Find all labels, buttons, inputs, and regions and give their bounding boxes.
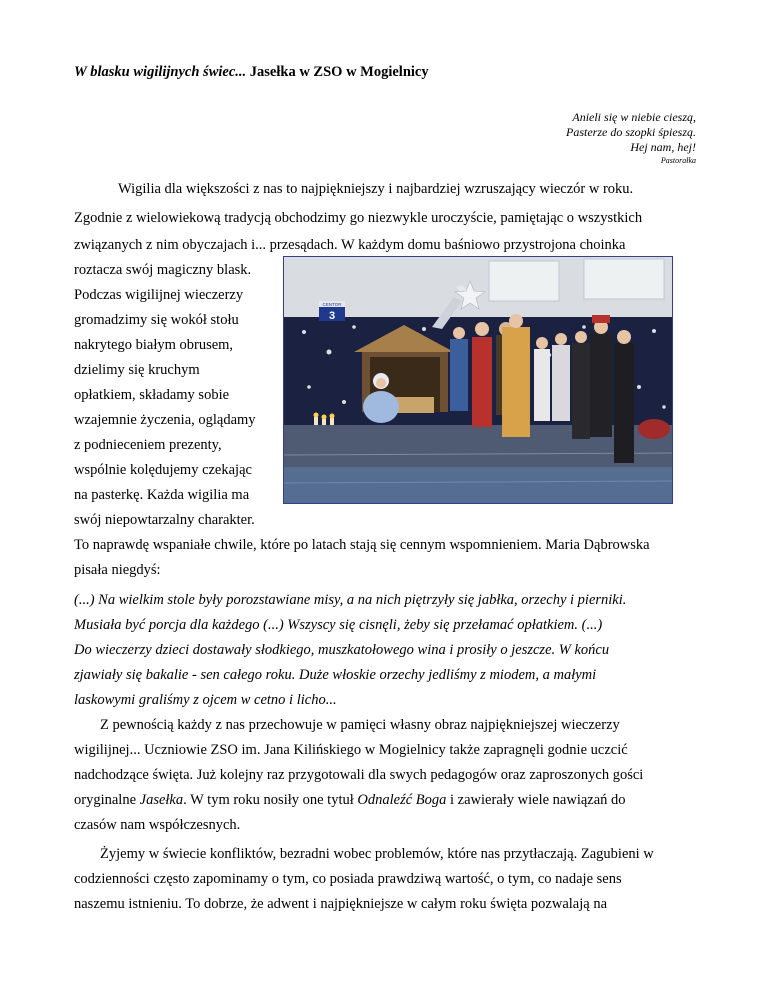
nativity-play-photo — [283, 256, 673, 504]
paragraph-line: wzajemnie życzenia, oglądamy — [74, 412, 256, 428]
title-italic-part: W blasku wigilijnych świec... — [74, 64, 247, 80]
epigraph-line: Hej nam, hej! — [630, 140, 696, 154]
epigraph-line: Anieli się w niebie cieszą, — [572, 110, 696, 124]
paragraph-line: na pasterkę. Każda wigilia ma — [74, 487, 250, 503]
paragraph-line: związanych z nim obyczajach i... przesądach. W każdym domu baśniowo przystrojona choinka — [74, 237, 626, 253]
article-title — [74, 64, 429, 81]
sign-number: 3 — [328, 310, 336, 322]
quote-line: (...) Na wielkim stole były porozstawiane misy, a na nich piętrzyły się jabłka, orzechy i pierniki. — [74, 592, 627, 608]
epigraph-line: Pasterze do szopki śpieszą. — [566, 125, 696, 139]
quote-line: Do wieczerzy dzieci dostawały słodkiego, muszkatołowego wina i prosiły o jeszcze. W końcu — [74, 642, 610, 658]
text-run: i zawierały wiele nawiązań do — [446, 792, 626, 808]
paragraph-line: opłatkiem, składamy sobie — [74, 387, 230, 403]
paragraph-line: Wigilia dla większości z nas to najpiękniejszy i najbardziej wzruszający wieczór w roku. — [118, 181, 634, 197]
paragraph-line: gromadzimy się wokół stołu — [74, 312, 239, 328]
paragraph-line: nadchodzące święta. Już kolejny raz przygotowali dla swych pedagogów oraz zaproszonych gości — [74, 767, 644, 783]
paragraph-line: Podczas wigilijnej wieczerzy — [74, 287, 244, 303]
paragraph-line: z podnieceniem prezenty, — [74, 437, 222, 453]
quote-line: zjawiały się bakalie - sen całego roku. Duże włoskie orzechy jedliśmy z miodem, a małymi — [74, 667, 597, 683]
quote-line: Musiała być porcja dla każdego (...) Wszyscy się cisnęli, żeby się przełamać opłatkiem. (...) — [74, 617, 603, 633]
paragraph-line — [74, 792, 626, 809]
paragraph-line: codzienności często zapominamy o tym, co posiada prawdziwą wartość, o tym, co nadaje sens — [74, 871, 622, 887]
paragraph-line: swój niepowtarzalny charakter. — [74, 512, 255, 528]
sign-label: CENTOR — [322, 302, 342, 307]
paragraph-line: nakrytego białym obrusem, — [74, 337, 234, 353]
paragraph-line: Z pewnością każdy z nas przechowuje w pamięci własny obraz najpiękniejszej wieczerzy — [100, 717, 620, 733]
paragraph-line: wspólnie kolędujemy czekając — [74, 462, 252, 478]
text-run: . W tym roku nosiły one tytuł — [183, 792, 358, 808]
italic-title-odnalezc-boga: Odnaleźć Boga — [357, 792, 447, 808]
paragraph-line: pisała niegdyś: — [74, 562, 161, 578]
paragraph-line: Żyjemy w świecie konfliktów, bezradni wobec problemów, które nas przytłaczają. Zagubieni w — [100, 846, 654, 862]
paragraph-line: naszemu istnieniu. To dobrze, że adwent i najpiękniejsze w całym roku święta pozwalają na — [74, 896, 608, 912]
title-bold-part: Jasełka w ZSO w Mogielnicy — [246, 64, 429, 80]
paragraph-line: roztacza swój magiczny blask. — [74, 262, 252, 278]
photo-illustration — [284, 257, 672, 503]
epigraph — [566, 110, 696, 167]
paragraph-line: Zgodnie z wielowiekową tradycją obchodzimy go niezwykle uroczyście, pamiętając o wszystkich — [74, 210, 643, 226]
paragraph-line: wigilijnej... Uczniowie ZSO im. Jana Kilińskiego w Mogielnicy także zapragnęli godnie uczcić — [74, 742, 628, 758]
italic-title-jaselka: Jasełka — [139, 792, 184, 808]
paragraph-line: To naprawdę wspaniałe chwile, które po latach stają się cennym wspomnieniem. Maria Dąbrowska — [74, 537, 650, 553]
paragraph-line: dzielimy się kruchym — [74, 362, 200, 378]
epigraph-source: Pastorałka — [660, 156, 696, 165]
text-run: oryginalne — [74, 792, 140, 808]
quote-line: laskowymi graliśmy z ojcem w cetno i licho... — [74, 692, 337, 708]
paragraph-line: czasów nam współczesnych. — [74, 817, 241, 833]
